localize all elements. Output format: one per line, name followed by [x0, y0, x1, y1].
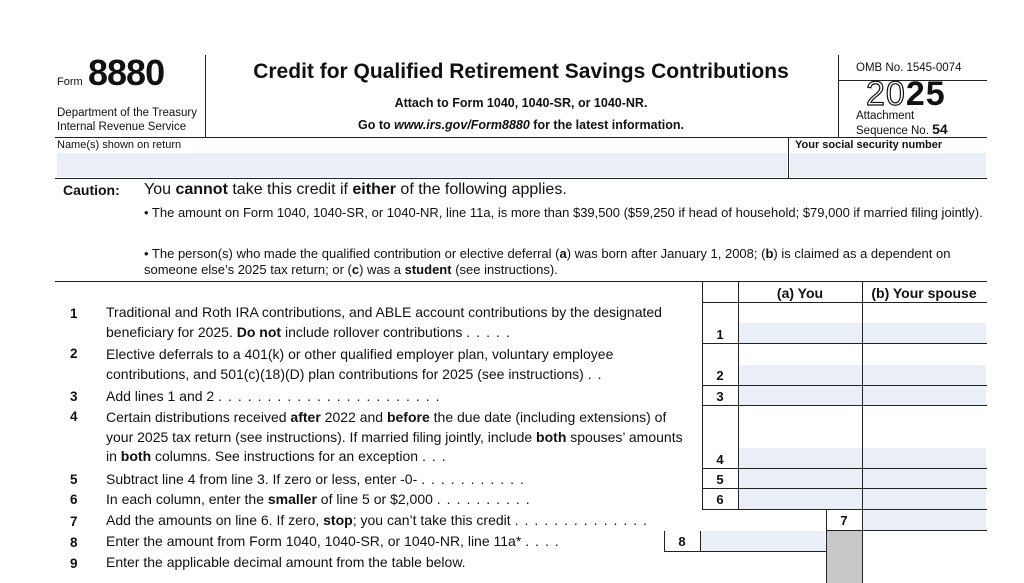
line-4-spouse-field[interactable] [863, 448, 986, 468]
form-label: Form [57, 76, 83, 88]
line-6-spouse-field[interactable] [863, 489, 986, 509]
line-3-text: Add lines 1 and 2 ....................... [106, 388, 446, 404]
line-1-spouse-field[interactable] [863, 323, 986, 343]
caution-either: either [352, 181, 396, 198]
header-bottom-rule [55, 137, 987, 138]
l8-t: Enter the amount from Form 1040, 1040-SR, or 1040-NR, line 11a* [106, 533, 522, 549]
l6-c: of line 5 or $2,000 [316, 491, 433, 507]
line-3-you-field[interactable] [739, 386, 862, 405]
l3-t: Add lines 1 and 2 [106, 388, 215, 404]
sequence-label: Sequence No. [856, 125, 929, 137]
dept-line-2: Internal Revenue Service [57, 121, 187, 133]
line-5-you-field[interactable] [739, 469, 862, 488]
goto-suffix: for the latest information. [529, 118, 684, 132]
b2-t5: (see instructions). [451, 262, 558, 277]
l4-e: the due date (including extensions) of your 2025 tax return (see instructions). If married filing jointly, include [106, 409, 667, 445]
b2-t3: ) is claimed as a dependent on someone else’s 2025 tax return; or ( [144, 246, 951, 277]
line-3-rule [702, 405, 987, 406]
line-4-box-label: 4 [716, 452, 724, 467]
l2-t: Elective deferrals to a 401(k) or other qualified employer plan, voluntary employee contributions, and 501(c)(18)(D) plan contributions for 2025 (see instructions) [106, 346, 614, 382]
line-7-number: 7 [70, 514, 78, 529]
l6-a: In each column, enter the [106, 491, 268, 507]
b2-a: a [559, 246, 567, 261]
line-2-box-label: 2 [716, 368, 724, 383]
b2-t2: ) was born after January 1, 2008; ( [566, 246, 766, 261]
dept-line-1: Department of the Treasury [57, 107, 197, 119]
caution-heading [144, 181, 567, 199]
attachment-sequence [856, 110, 948, 138]
line-2-you-field[interactable] [739, 365, 862, 385]
line-8-number: 8 [70, 535, 78, 550]
name-label: Name(s) shown on return [57, 139, 182, 151]
name-bottom-rule [55, 178, 987, 179]
l7-a: Add the amounts on line 6. If zero, [106, 512, 324, 528]
caution-text-1: You [144, 181, 176, 198]
line-6-text: In each column, enter the smaller of line 5 or $2,000 .......... [106, 491, 536, 507]
attachment-label: Attachment [856, 110, 915, 122]
line-2-spouse-field[interactable] [863, 365, 986, 385]
b2-student: student [404, 262, 452, 277]
l7-c: ; you can’t take this credit [352, 512, 511, 528]
b2-t4: ) was a [359, 262, 405, 277]
l6-b: smaller [267, 491, 317, 507]
form-number: 8880 [88, 52, 165, 93]
l7-b: stop [323, 512, 353, 528]
line-4-you-field[interactable] [739, 448, 862, 468]
ssn-label: Your social security number [795, 139, 943, 151]
line-3-spouse-field[interactable] [863, 386, 986, 405]
year-suffix: 25 [905, 75, 946, 113]
caution-text-5: of the following applies. [395, 181, 567, 198]
irs-link[interactable]: www.irs.gov/Form8880 [394, 118, 530, 132]
line-9-number: 9 [70, 556, 78, 571]
sequence-number: 54 [932, 121, 948, 137]
line-8-box-label: 8 [678, 534, 686, 549]
b2-t1: • The person(s) who made the qualified contribution or elective deferral ( [144, 246, 560, 261]
caution-text-3: take this credit if [227, 181, 353, 198]
line-6-number: 6 [70, 492, 78, 507]
l5-t: Subtract line 4 from line 3. If zero or less, enter -0- [106, 471, 418, 487]
header-divider-right [838, 55, 839, 137]
goto-prefix: Go to [358, 118, 395, 132]
line-2-text: Elective deferrals to a 401(k) or other qualified employer plan, voluntary employee contributions, and 501(c)(18)(D) plan contributions for 2025 (see instructions) .. [106, 346, 614, 382]
l4-d: before [386, 409, 430, 425]
l4-h: both [120, 448, 152, 464]
line-3-number: 3 [70, 389, 78, 404]
line-7-field[interactable] [863, 510, 986, 530]
line-1-box-label: 1 [716, 327, 724, 342]
b2-c: c [351, 262, 360, 277]
line-5-box-label: 5 [716, 472, 724, 487]
l4-i: columns. See instructions for an exception [151, 448, 419, 464]
shaded-column [826, 531, 863, 583]
caution-cannot: cannot [175, 181, 228, 198]
line-1-you-field[interactable] [739, 323, 862, 343]
line-1-number: 1 [70, 306, 78, 321]
line-2-number: 2 [70, 346, 78, 361]
l1-b: Do not [236, 323, 282, 340]
name-ssn-divider [788, 137, 789, 179]
line-1-rule [702, 343, 987, 344]
line-7-text: Add the amounts on line 6. If zero, stop; you can’t take this credit .............. [106, 512, 654, 528]
line-4-number: 4 [70, 409, 78, 424]
l4-c: 2022 and [320, 409, 387, 425]
l4-g: spouses’ amounts in [106, 428, 683, 464]
tax-year [866, 74, 946, 114]
name-field[interactable] [57, 153, 787, 177]
line-6-box-label: 6 [716, 492, 724, 507]
year-prefix: 20 [866, 75, 906, 113]
line-7-box-label: 7 [840, 513, 848, 528]
l4-a: Certain distributions received [106, 409, 291, 425]
l1-a: Traditional and Roth IRA contributions, and ABLE account contributions by the designated beneficiary for 2025. [106, 304, 662, 340]
header-divider-left [205, 55, 206, 137]
line-1-text: Traditional and Roth IRA contributions, and ABLE account contributions by the designated beneficiary for 2025. Do not include rollover contributions ..... [106, 304, 662, 340]
col-a-header: (a) You [776, 285, 824, 301]
line-4-text: Certain distributions received after 2022 and before the due date (including extensions) of your 2025 tax return (see instructions). If married filing jointly, include both spouses’ amounts in both columns. See instructions for an exception ... [106, 409, 683, 464]
attach-instruction: Attach to Form 1040, 1040-SR, or 1040-NR. [394, 96, 648, 110]
department [57, 106, 197, 134]
line-5-spouse-field[interactable] [863, 469, 986, 488]
col-b-header: (b) Your spouse [871, 285, 977, 301]
caution-bullet-2 [144, 246, 986, 278]
l1-c: include rollover contributions [281, 323, 463, 340]
col-header-rule [702, 302, 987, 303]
caution-label: Caution: [63, 182, 120, 198]
ssn-field[interactable] [790, 153, 986, 177]
line-5-text: Subtract line 4 from line 3. If zero or less, enter -0- ........... [106, 471, 530, 487]
l4-b: after [290, 409, 321, 425]
line-8-text: Enter the amount from Form 1040, 1040-SR, or 1040-NR, line 11a* .... [106, 533, 565, 549]
line-8-rule [664, 551, 826, 552]
line-8-field[interactable] [701, 531, 825, 551]
line-5-number: 5 [70, 472, 78, 487]
l4-f: both [536, 428, 567, 445]
line-6-you-field[interactable] [739, 489, 862, 509]
caution-bullet-1: • The amount on Form 1040, 1040-SR, or 1040-NR, line 11a, is more than $39,500 ($59,250 if head of household; $79,000 if married filing jointly). [144, 205, 983, 220]
b2-b: b [765, 246, 774, 261]
line-3-box-label: 3 [716, 389, 724, 404]
line-9-text: Enter the applicable decimal amount from the table below. [106, 554, 466, 570]
table-top-rule [55, 281, 987, 282]
form-title: Credit for Qualified Retirement Savings Contributions [253, 60, 789, 83]
omb-number: OMB No. 1545-0074 [856, 62, 962, 74]
goto-instruction [214, 118, 828, 132]
